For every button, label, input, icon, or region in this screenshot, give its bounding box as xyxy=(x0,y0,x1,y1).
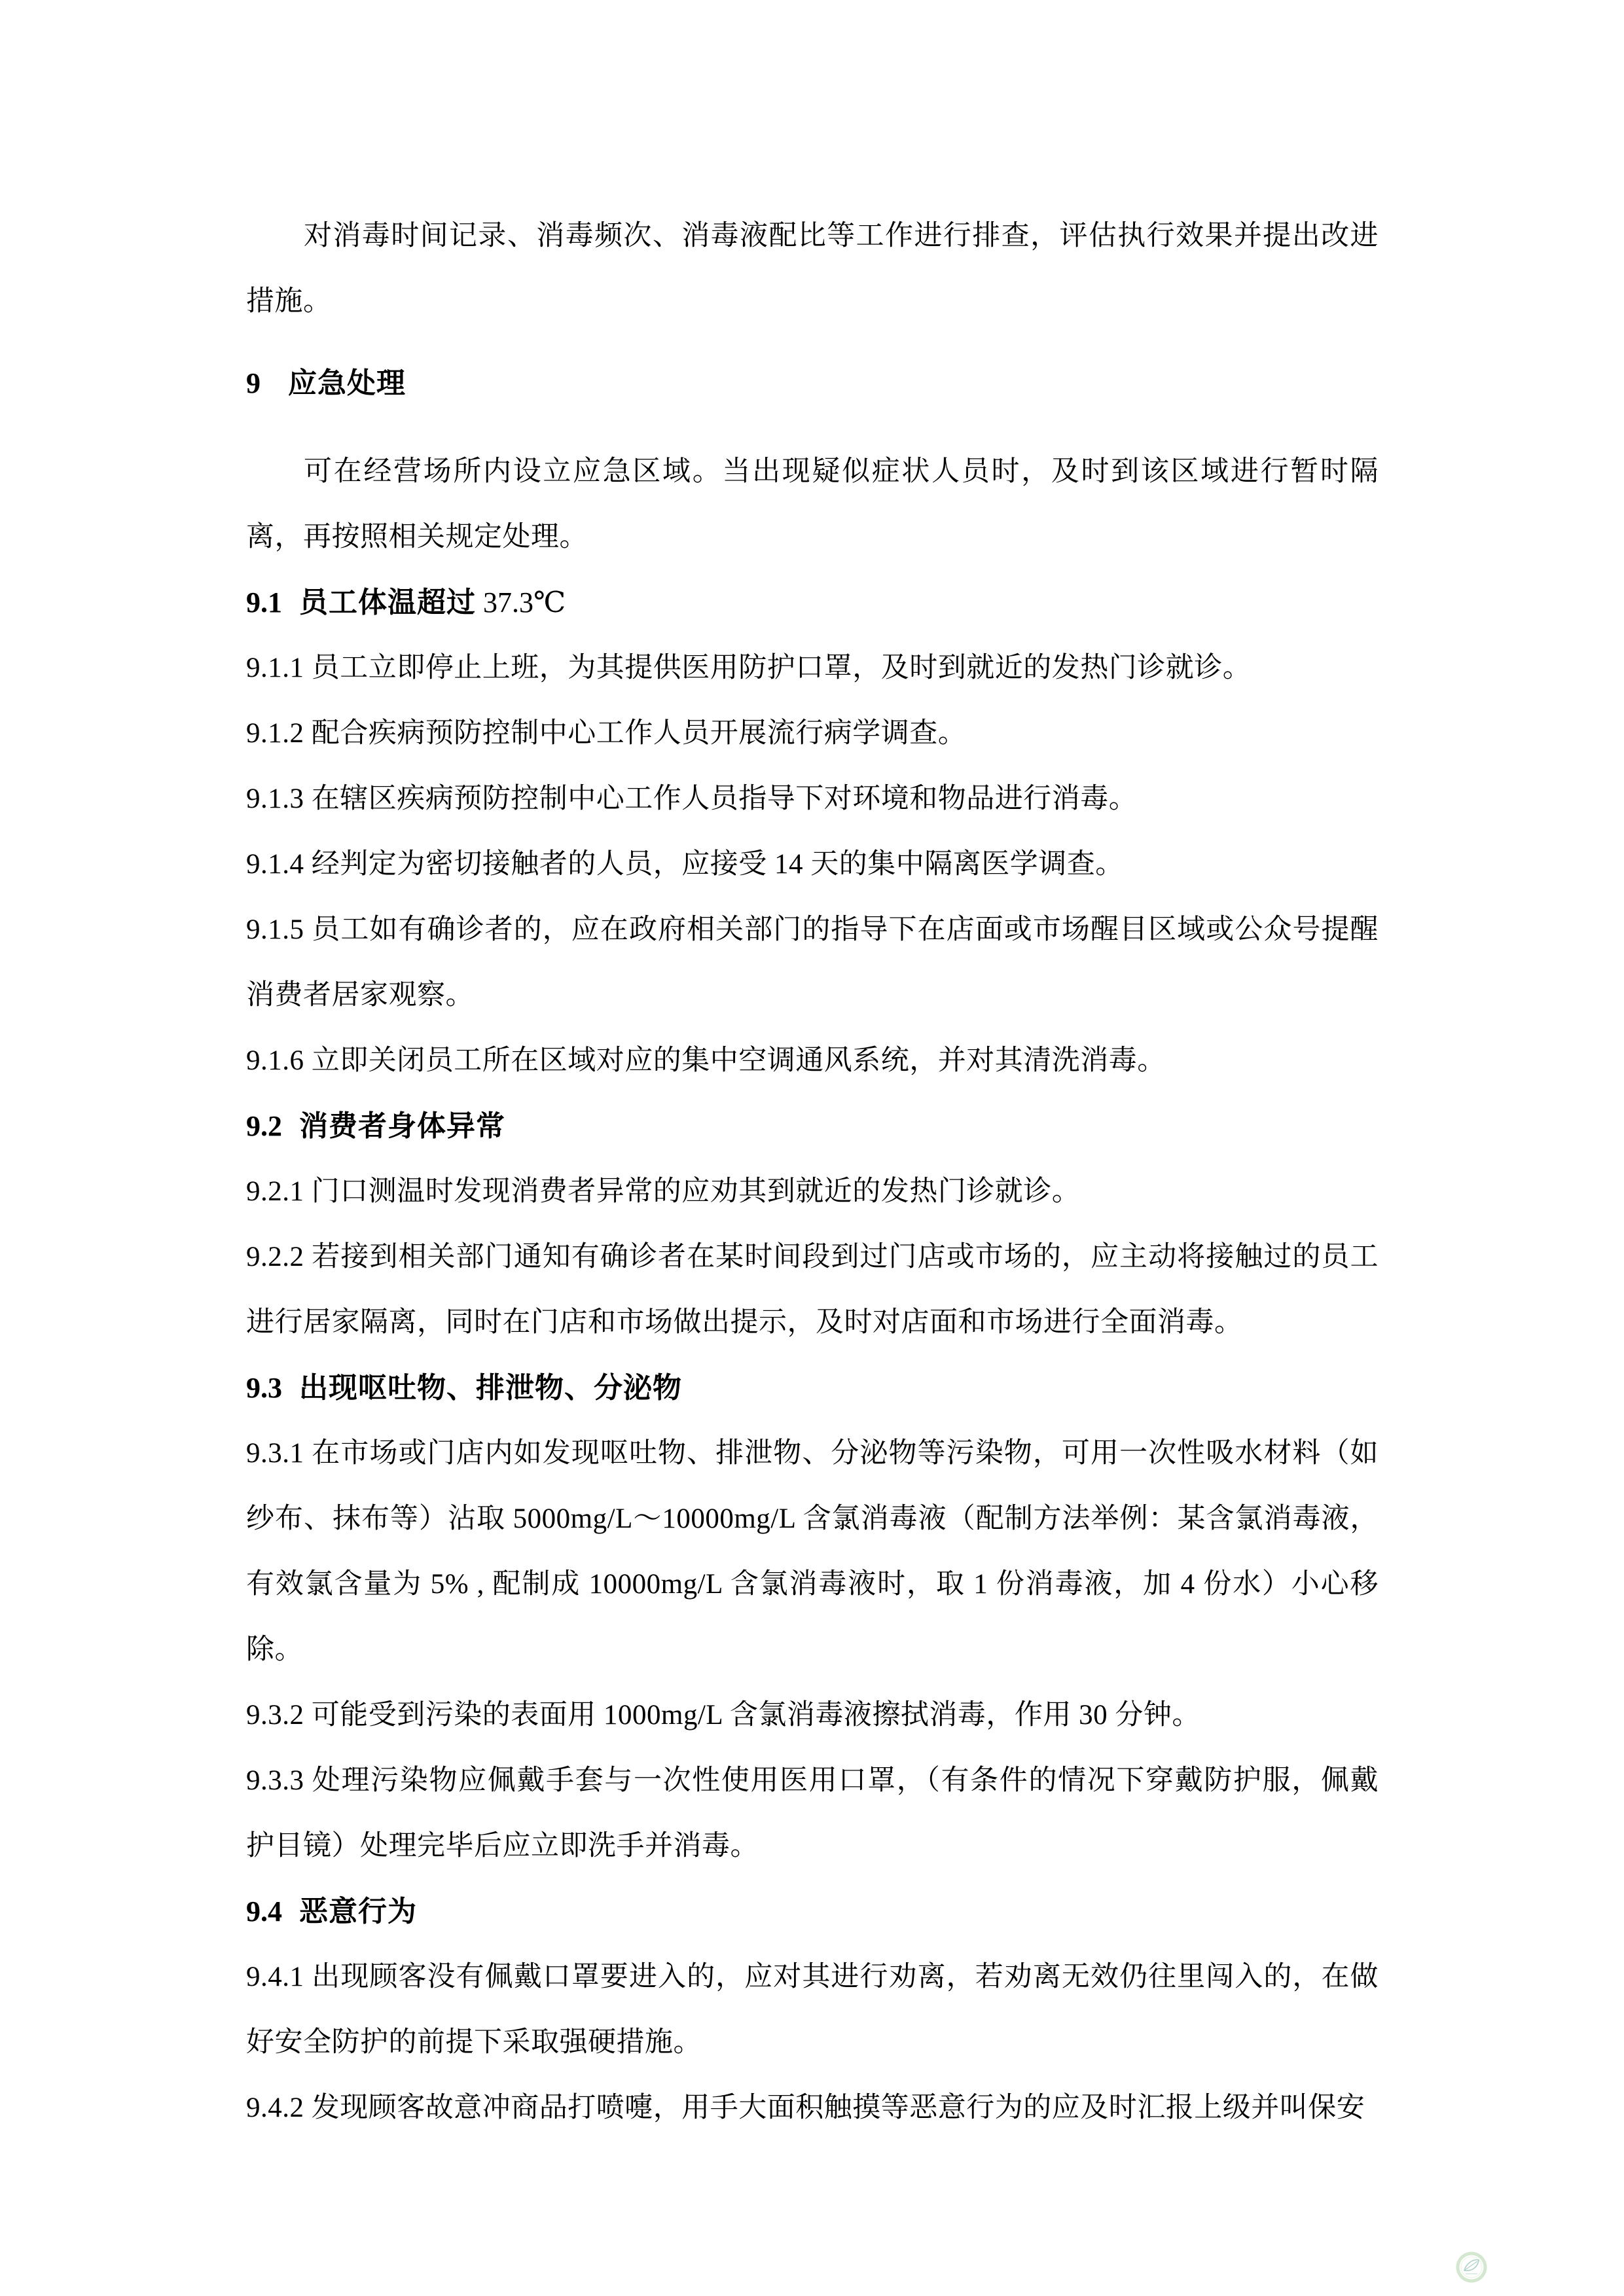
heading-number: 9 xyxy=(246,367,261,399)
heading-title: 应急处理 xyxy=(288,367,406,399)
paragraph: 9.1.2 配合疾病预防控制中心工作人员开展流行病学调查。 xyxy=(246,718,967,749)
paragraph: 9.2.2 若接到相关部门通知有确诊者在某时间段到过门店或市场的，应主动将接触过的员工进行居家隔离，同时在门店和市场做出提示，及时对店面和市场进行全面消毒。 xyxy=(246,1242,1379,1338)
heading-suffix: 37.3℃ xyxy=(476,586,566,619)
green-leaf-stamp-watermark-icon xyxy=(1456,2251,1487,2283)
heading-title: 员工体温超过 xyxy=(299,586,476,619)
heading-number: 9.4 xyxy=(246,1895,282,1928)
subsection-heading xyxy=(246,1879,1379,1945)
heading-number: 9.1 xyxy=(246,586,282,619)
document-body xyxy=(246,204,1379,2141)
paragraph: 9.1.5 员工如有确诊者的，应在政府相关部门的指导下在店面或市场醒目区域或公众号提醒消费者居家观察。 xyxy=(246,914,1379,1011)
paragraph: 9.1.4 经判定为密切接触者的人员，应接受 14 天的集中隔离医学调查。 xyxy=(246,849,1124,880)
heading-title: 恶意行为 xyxy=(299,1895,417,1928)
paragraph: 9.3.1 在市场或门店内如发现呕吐物、排泄物、分泌物等污染物，可用一次性吸水材料（如纱布、抹布等）沾取 5000mg/L～10000mg/L 含氯消毒液（配制方法举例：某含氯消毒液，有效氯含量为 5% , 配制成 10000mg/L 含氯消毒液时，取 1 份消毒液，加 4 份水）小心移除。 xyxy=(246,1438,1379,1665)
subsection-heading xyxy=(246,1094,1379,1159)
heading-title: 出现呕吐物、排泄物、分泌物 xyxy=(299,1372,682,1404)
heading-number: 9.3 xyxy=(246,1372,282,1404)
paragraph: 9.2.1 门口测温时发现消费者异常的应劝其到就近的发热门诊就诊。 xyxy=(246,1176,1081,1207)
paragraph: 9.4.1 出现顾客没有佩戴口罩要进入的，应对其进行劝离，若劝离无效仍往里闯入的，在做好安全防护的前提下采取强硬措施。 xyxy=(246,1962,1379,2058)
heading-number: 9.2 xyxy=(246,1110,282,1142)
paragraph: 9.1.6 立即关闭员工所在区域对应的集中空调通风系统，并对其清洗消毒。 xyxy=(246,1045,1166,1076)
subsection-heading xyxy=(246,570,1379,636)
paragraph: 9.1.3 在辖区疾病预防控制中心工作人员指导下对环境和物品进行消毒。 xyxy=(246,783,1138,814)
paragraph: 对消毒时间记录、消毒频次、消毒液配比等工作进行排查，评估执行效果并提出改进措施。 xyxy=(246,221,1379,317)
paragraph: 9.4.2 发现顾客故意冲商品打喷嚏，用手大面积触摸等恶意行为的应及时汇报上级并叫保安 xyxy=(246,2092,1365,2123)
paragraph: 可在经营场所内设立应急区域。当出现疑似症状人员时，及时到该区域进行暂时隔离，再按照相关规定处理。 xyxy=(246,456,1379,552)
paragraph: 9.1.1 员工立即停止上班，为其提供医用防护口罩，及时到就近的发热门诊就诊。 xyxy=(246,653,1252,683)
section-heading xyxy=(246,351,1379,416)
paragraph: 9.3.3 处理污染物应佩戴手套与一次性使用医用口罩，（有条件的情况下穿戴防护服，佩戴护目镜）处理完毕后应立即洗手并消毒。 xyxy=(246,1765,1379,1861)
heading-title: 消费者身体异常 xyxy=(299,1110,505,1142)
paragraph: 9.3.2 可能受到污染的表面用 1000mg/L 含氯消毒液擦拭消毒，作用 30 分钟。 xyxy=(246,1700,1200,1731)
subsection-heading xyxy=(246,1355,1379,1421)
